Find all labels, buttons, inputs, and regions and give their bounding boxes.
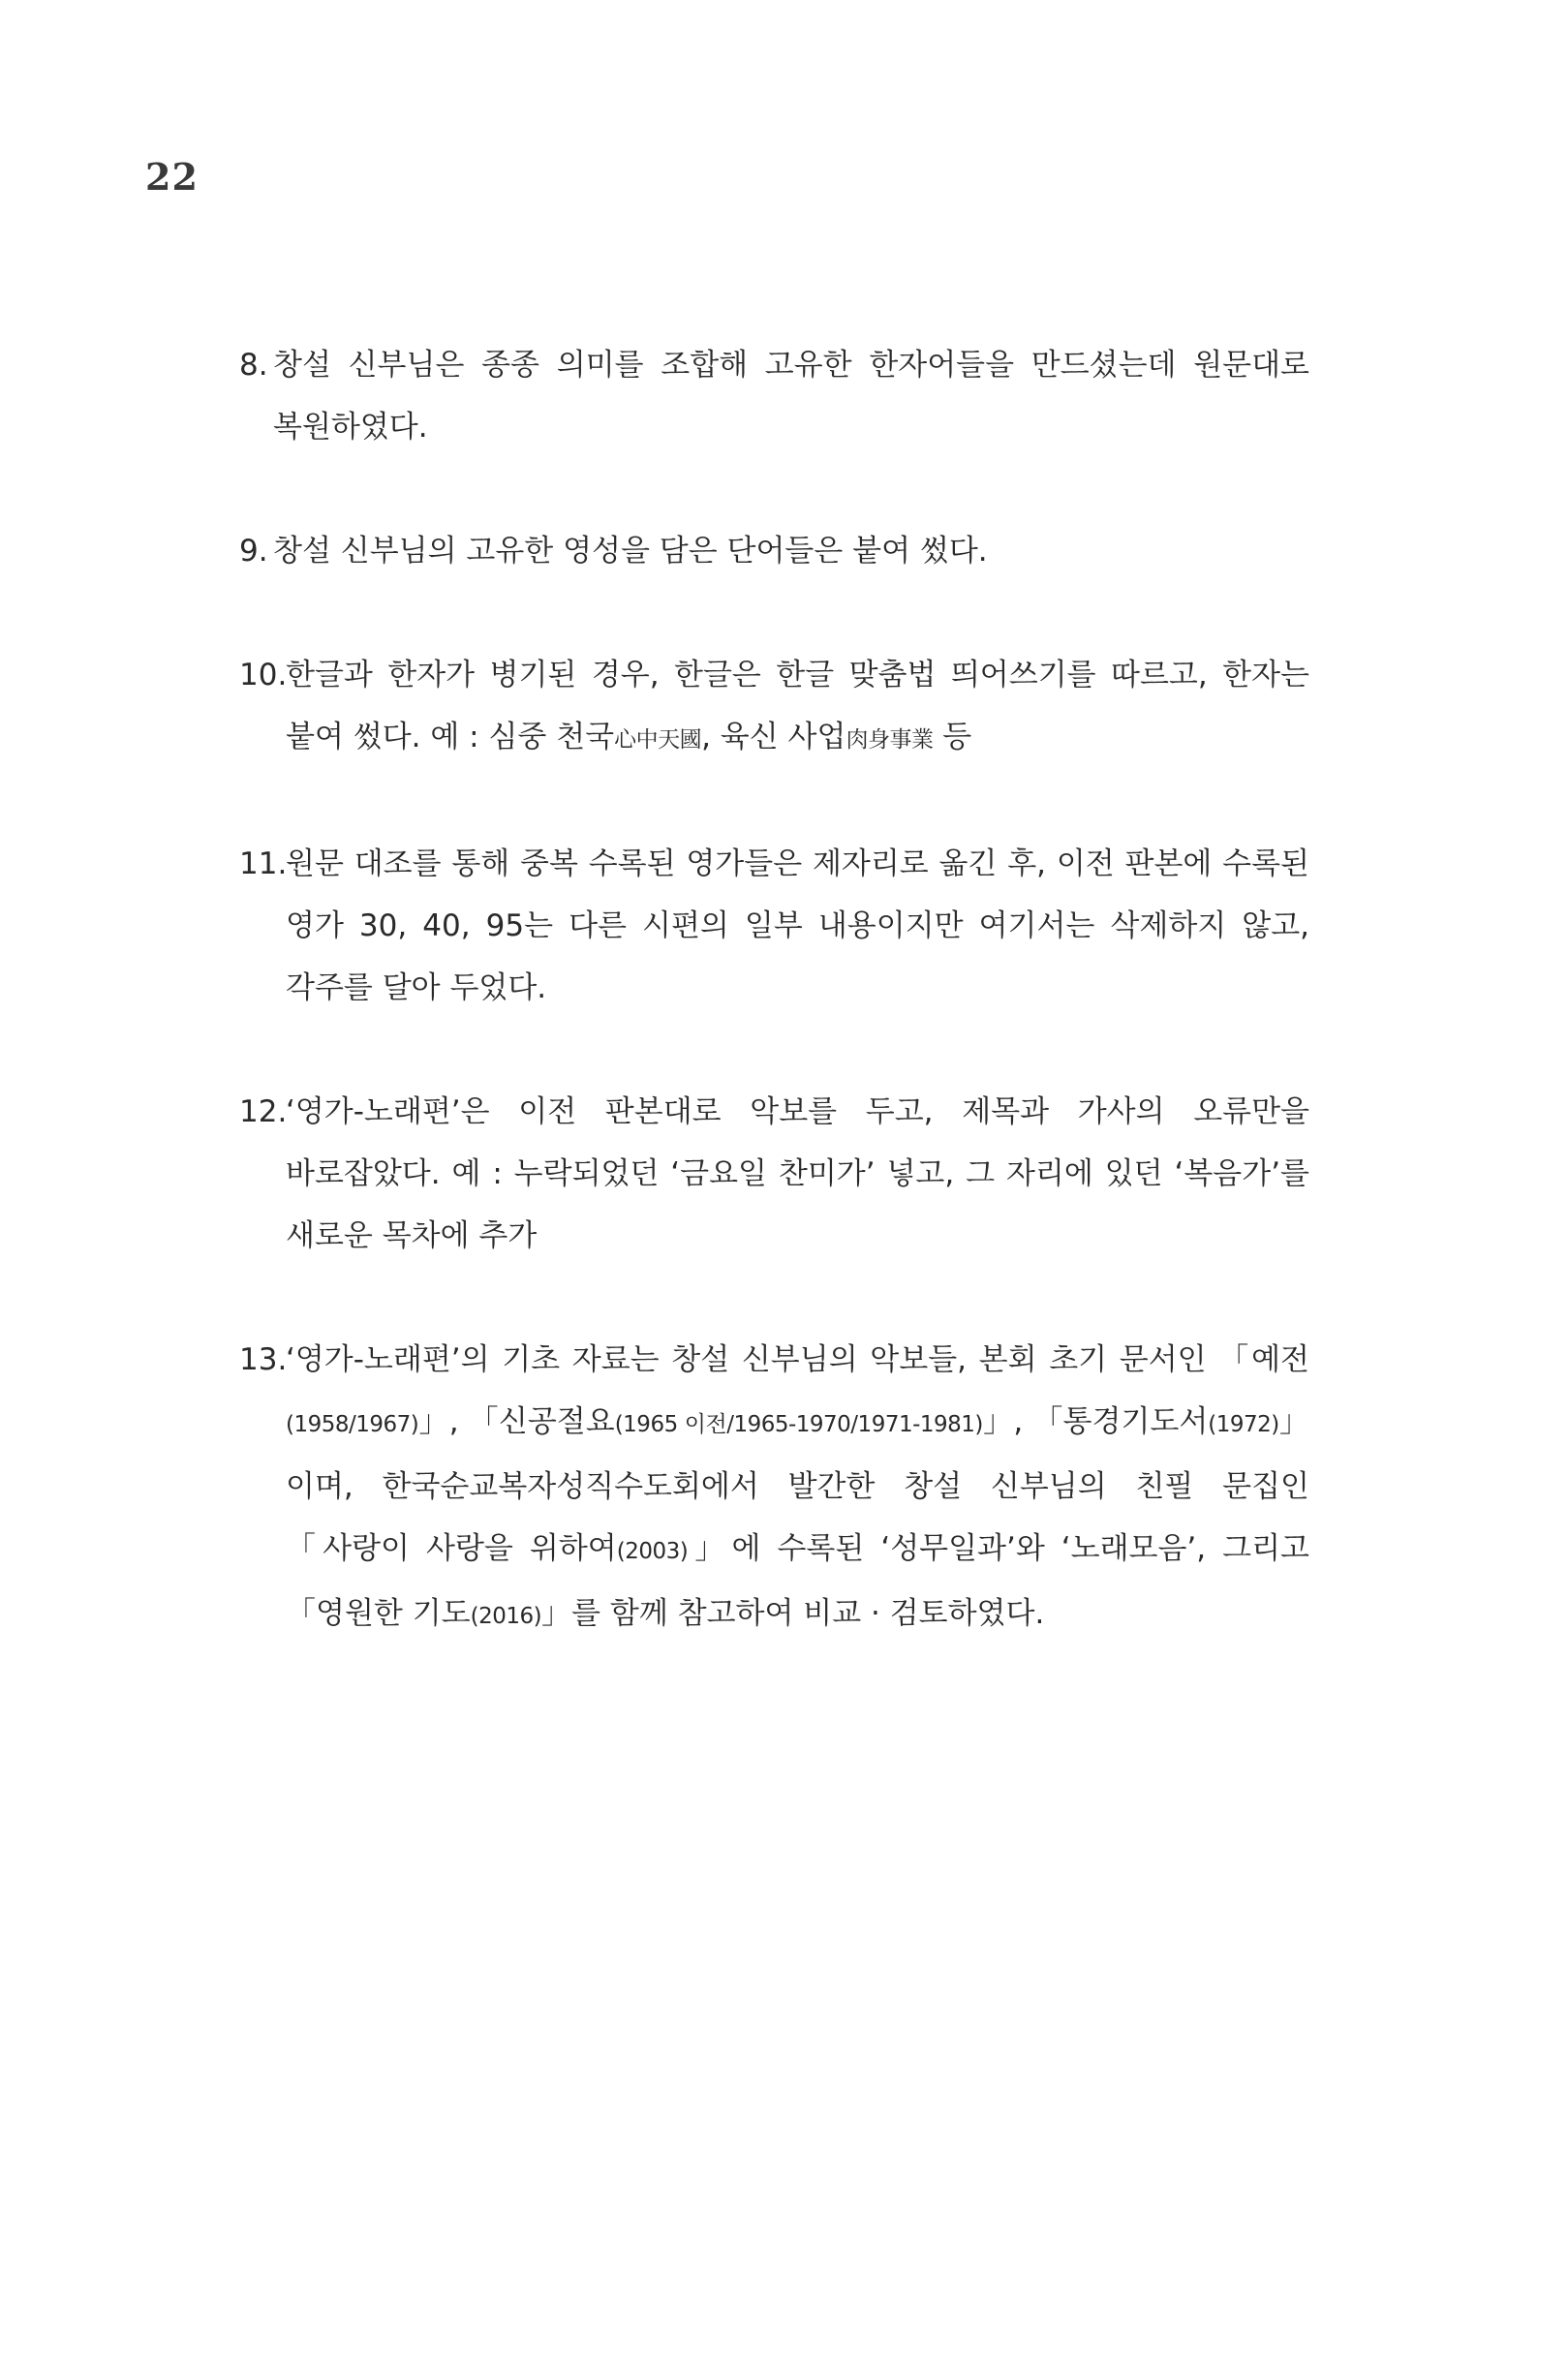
- inline-annotation: (1958/1967): [286, 1412, 419, 1437]
- note-number: 11.: [239, 846, 288, 881]
- note-item: [239, 1081, 1309, 1267]
- note-text: [239, 334, 1309, 458]
- note-text: [239, 644, 1309, 771]
- editorial-notes-list: [239, 334, 1309, 1709]
- note-text: [239, 520, 1309, 582]
- text-run: 원문 대조를 통해 중복 수록된 영가들은 제자리로 옮긴 후, 이전 판본에 수록된 영가 30, 40, 95는 다른 시편의 일부 내용이지만 여기서는 삭제하지 않고, 각주를 달아 두었다.: [286, 846, 1309, 1005]
- inline-annotation: 肉身事業: [845, 727, 934, 753]
- note-item: [239, 520, 1309, 582]
- text-run: 창설 신부님의 고유한 영성을 담은 단어들은 붙여 썼다.: [273, 534, 988, 569]
- note-item: [239, 334, 1309, 458]
- inline-annotation: (1972): [1208, 1412, 1279, 1437]
- note-text: [239, 1329, 1309, 1647]
- text-run: 」에 수록된 ‘성무일과’와 ‘노래모음’, 그리고 「영원한 기도: [286, 1531, 1309, 1631]
- text-run: ‘영가-노래편’의 기초 자료는 창설 신부님의 악보들, 본회 초기 문서인 「예전: [286, 1342, 1309, 1377]
- note-number: 9.: [239, 534, 268, 569]
- text-run: 」, 「신공절요: [418, 1404, 615, 1439]
- note-item: [239, 1329, 1309, 1647]
- text-run: 」이며, 한국순교복자성직수도회에서 발간한 창설 신부님의 친필 문집인 「사랑이 사랑을 위하여: [286, 1404, 1309, 1566]
- note-item: [239, 644, 1309, 771]
- inline-annotation: (1965 이전/1965-1970/1971-1981): [614, 1412, 983, 1437]
- text-run: ‘영가-노래편’은 이전 판본대로 악보를 두고, 제목과 가사의 오류만을 바로잡았다. 예 : 누락되었던 ‘금요일 찬미가’ 넣고, 그 자리에 있던 ‘복음가’를 새로운 목차에 추가: [286, 1094, 1309, 1253]
- note-number: 12.: [239, 1094, 288, 1129]
- note-number: 10.: [239, 658, 288, 692]
- note-text: [239, 833, 1309, 1019]
- inline-annotation: 心中天國: [614, 727, 702, 753]
- note-item: [239, 833, 1309, 1019]
- note-number: 13.: [239, 1342, 288, 1377]
- inline-annotation: (2016): [470, 1604, 542, 1629]
- text-run: 등: [933, 720, 972, 754]
- text-run: 한글과 한자가 병기된 경우, 한글은 한글 맞춤법 띄어쓰기를 따르고, 한자는 붙여 썼다. 예 : 심중 천국: [286, 658, 1309, 754]
- text-run: 」, 「통경기도서: [982, 1404, 1209, 1439]
- note-text: [239, 1081, 1309, 1267]
- text-run: 창설 신부님은 종종 의미를 조합해 고유한 한자어들을 만드셨는데 원문대로 복원하였다.: [273, 348, 1309, 445]
- note-number: 8.: [239, 348, 268, 383]
- page-number: 22: [145, 155, 199, 199]
- inline-annotation: (2003): [616, 1539, 689, 1564]
- text-run: 」를 함께 참고하여 비교 · 검토하였다.: [541, 1596, 1045, 1631]
- text-run: , 육신 사업: [701, 720, 846, 754]
